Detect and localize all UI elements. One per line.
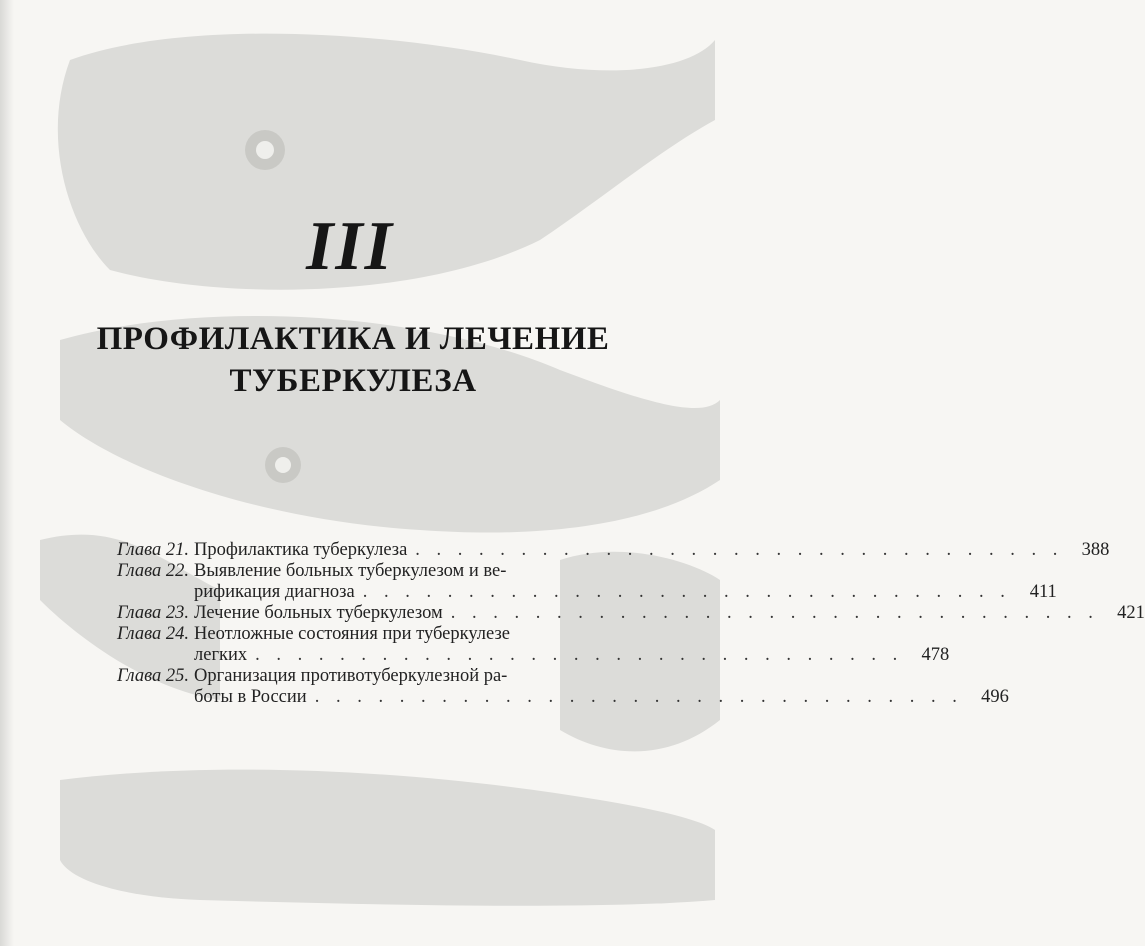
toc-chapter-label: Глава 25. — [117, 666, 189, 686]
toc-chapter-title: Неотложные состояния при туберкулезе — [194, 624, 510, 644]
toc-chapter-title: Выявление больных туберкулезом и ве- — [194, 561, 507, 581]
toc-entry-chapter-21[interactable] — [104, 540, 1110, 561]
toc-chapter-title-continued: легких — [194, 645, 248, 665]
toc-chapter-title-continued: рификация диагноза — [194, 582, 355, 602]
toc-leader-dots: . . . . . . . . . . . . . . . . . . . . . . . . . . . . . . . — [255, 645, 904, 665]
toc-entry-chapter-24[interactable] — [104, 624, 950, 666]
toc-chapter-label: Глава 22. — [117, 561, 189, 581]
toc-leader-dots: . . . . . . . . . . . . . . . . . . . . . . . . . . . . . . . — [450, 603, 1099, 623]
toc-entry-chapter-23[interactable] — [104, 603, 1145, 624]
part-number: III — [306, 208, 394, 285]
toc-chapter-title: Организация противотуберкулезной ра- — [194, 666, 508, 686]
toc-entry-chapter-22[interactable] — [104, 561, 1057, 603]
part-title-line-1: ПРОФИЛАКТИКА И ЛЕЧЕНИЕ — [96, 321, 610, 357]
table-of-contents — [104, 540, 1145, 708]
toc-leader-dots: . . . . . . . . . . . . . . . . . . . . . . . . . . . . . . . — [314, 687, 963, 707]
toc-page-number: 411 — [1029, 582, 1057, 602]
toc-chapter-title: Лечение больных туберкулезом — [194, 603, 443, 623]
toc-chapter-label: Глава 23. — [117, 603, 189, 623]
toc-entry-chapter-25[interactable] — [104, 666, 1009, 708]
toc-page-number: 478 — [921, 645, 950, 665]
part-title-line-2: ТУБЕРКУЛЕЗА — [229, 363, 477, 399]
toc-page-number: 421 — [1117, 603, 1145, 623]
toc-leader-dots: . . . . . . . . . . . . . . . . . . . . . . . . . . . . . . . — [415, 540, 1064, 560]
toc-page-number: 496 — [981, 687, 1009, 707]
toc-leader-dots: . . . . . . . . . . . . . . . . . . . . . . . . . . . . . . . — [362, 582, 1011, 602]
toc-chapter-label: Глава 24. — [117, 624, 189, 644]
toc-chapter-title: Профилактика туберкулеза — [194, 540, 408, 560]
toc-chapter-title-continued: боты в России — [194, 687, 307, 707]
toc-page-number: 388 — [1081, 540, 1110, 560]
toc-chapter-label: Глава 21. — [117, 540, 189, 560]
part-title — [0, 318, 706, 402]
